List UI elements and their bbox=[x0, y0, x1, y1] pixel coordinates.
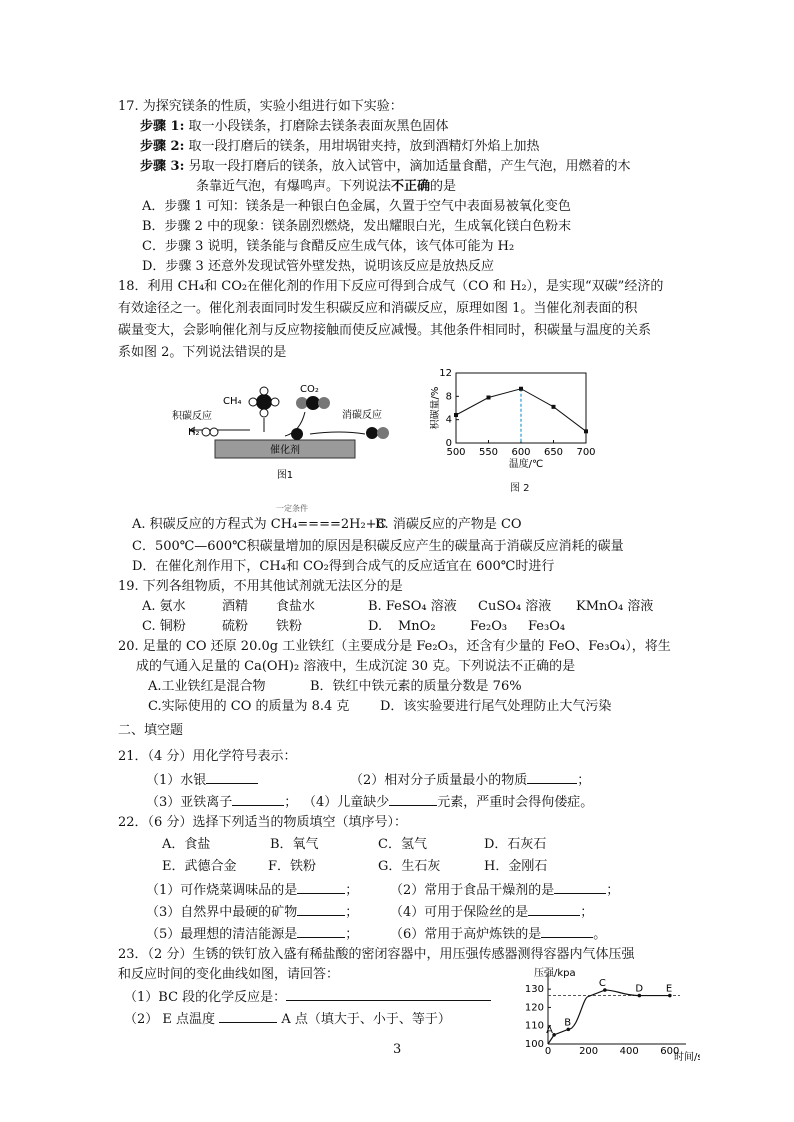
point-label: B bbox=[564, 1017, 572, 1029]
q21-part1 bbox=[146, 770, 258, 790]
hydrogen-atom-icon bbox=[271, 398, 279, 406]
q22-e: E．武德合金 bbox=[162, 859, 237, 874]
q18-option-b: B. 消碳反应的产物是 CO bbox=[375, 517, 522, 532]
q22-q1-label: （1）可作烧菜调味品的是 bbox=[146, 883, 298, 898]
x-tick-label: 400 bbox=[619, 1046, 639, 1057]
co2-label: CO₂ bbox=[300, 384, 319, 395]
q22-sep: ； bbox=[606, 883, 620, 898]
q21-p4b: 元素，严重时会得佝偻症。 bbox=[437, 795, 594, 810]
q22-q6-label: （6）常用于高炉炼铁的是 bbox=[390, 927, 542, 942]
y-tick-label: 120 bbox=[524, 1002, 544, 1014]
q22-q6 bbox=[390, 924, 606, 944]
carbon-temperature-chart bbox=[430, 365, 610, 483]
carbon-atom-icon bbox=[366, 427, 378, 439]
data-point bbox=[584, 429, 588, 433]
q22-q5-label: （5）最理想的清洁能源是 bbox=[146, 927, 298, 942]
q22-blank2[interactable] bbox=[554, 880, 606, 894]
arrow-icon bbox=[310, 432, 365, 434]
q22-blank4[interactable] bbox=[528, 902, 580, 916]
q19-c1: C. 铜粉 bbox=[142, 619, 186, 634]
q21-sep: ； bbox=[577, 773, 591, 788]
q18-figure2 bbox=[430, 365, 610, 494]
reaction-condition: 一定条件 bbox=[276, 504, 308, 513]
q18-option-d: D．在催化剂作用下，CH₄和 CO₂得到合成气的反应适宜在 600℃时进行 bbox=[132, 559, 555, 574]
point-label: A bbox=[546, 1024, 553, 1036]
section-title: 二、填空题 bbox=[118, 723, 184, 738]
ch4-label: CH₄ bbox=[223, 396, 242, 407]
q18-line3: 碳量变大，会影响催化剂与反应物接触而使反应减慢。其他条件相同时，积碳量与温度的关系 bbox=[118, 323, 652, 338]
q17-option-b: B．步骤 2 中的现象：镁条剧烈燃烧，发出耀眼白光，生成氧化镁白色粉末 bbox=[142, 219, 572, 234]
q21-blank4[interactable] bbox=[389, 792, 437, 806]
q19-d1: D. bbox=[368, 619, 383, 634]
q20-line2: 成的气通入足量的 Ca(OH)₂ 溶液中，生成沉淀 30 克。下列说法不正确的是 bbox=[136, 659, 576, 674]
carbon-atom-icon bbox=[306, 396, 320, 410]
q19-c3: 铁粉 bbox=[276, 619, 303, 634]
q22-q3-label: （3）自然界中最硬的矿物 bbox=[146, 905, 298, 920]
carbon-atom-icon bbox=[256, 394, 272, 410]
y-tick-label: 0 bbox=[445, 438, 452, 449]
q19-b2: CuSO₄ 溶液 bbox=[478, 599, 552, 614]
q22-g: G．生石灰 bbox=[378, 859, 441, 874]
q17-emphasis: 不正确 bbox=[391, 179, 431, 194]
q17-option-a: A．步骤 1 可知：镁条是一种银白色金属，久置于空气中表面易被氧化变色 bbox=[142, 199, 571, 214]
q17-step1 bbox=[140, 118, 449, 136]
q22-q4 bbox=[390, 902, 593, 922]
y-tick-label: 8 bbox=[445, 391, 452, 403]
q17-step3-cont-a: 条靠近气泡，有爆鸣声。下列说法 bbox=[196, 179, 392, 194]
q17-step2 bbox=[140, 138, 540, 156]
q22-blank6[interactable] bbox=[541, 924, 593, 938]
q19-a2: 酒精 bbox=[222, 599, 249, 614]
q22-sep: ； bbox=[345, 883, 359, 898]
y-axis-label: 压强/kpa bbox=[534, 968, 576, 979]
q19-d4: Fe₃O₄ bbox=[528, 619, 566, 634]
q23-p2b: A 点（填大于、小于、等于） bbox=[281, 1012, 451, 1027]
q19-b1: B. FeSO₄ 溶液 bbox=[368, 599, 457, 614]
q23-figure bbox=[520, 966, 700, 1066]
q22-sep: ； bbox=[345, 905, 359, 920]
q22-f: F．铁粉 bbox=[268, 859, 317, 874]
q17-step3-cont bbox=[196, 178, 456, 196]
q22-blank1[interactable] bbox=[297, 880, 345, 894]
q22-blank5[interactable] bbox=[297, 924, 345, 938]
q18-line2: 有效途径之一。催化剂表面同时发生积碳反应和消碳反应，原理如图 1。当催化剂表面的积 bbox=[118, 301, 638, 316]
q18-option-a: A. 积碳反应的方程式为 CH₄====2H₂+C bbox=[132, 517, 387, 532]
q19-b3: KMnO₄ 溶液 bbox=[576, 599, 654, 614]
page-number: 3 bbox=[393, 1042, 402, 1057]
q21-p4a: （4）儿童缺少 bbox=[303, 795, 390, 810]
q19-stem: 19. 下列各组物质，不用其他试剂就无法区分的是 bbox=[118, 579, 403, 594]
fig2-caption: 图 2 bbox=[510, 483, 530, 494]
y-tick-label: 12 bbox=[439, 368, 452, 379]
data-point bbox=[519, 387, 523, 391]
q22-q1 bbox=[146, 880, 358, 900]
plot-frame bbox=[456, 373, 586, 443]
x-axis-label: 时间/s bbox=[674, 1052, 700, 1062]
q21-sep: ； bbox=[284, 795, 298, 810]
q18-line4: 系如图 2。下列说法错误的是 bbox=[118, 345, 287, 360]
hydrogen-atom-icon bbox=[210, 428, 218, 436]
q22-h: H．金刚石 bbox=[484, 859, 548, 874]
q19-c2: 硫粉 bbox=[222, 619, 249, 634]
q21-part2 bbox=[350, 770, 590, 790]
q21-part3 bbox=[146, 792, 297, 812]
q22-q3 bbox=[146, 902, 358, 922]
x-tick-label: 600 bbox=[660, 1046, 680, 1057]
q22-sep: ； bbox=[580, 905, 594, 920]
q22-q2 bbox=[390, 880, 619, 900]
q22-stem: 22．（6 分）选择下列适当的物质填空（填序号）： bbox=[118, 815, 407, 830]
q23-blank2[interactable] bbox=[219, 1009, 277, 1023]
q23-p2a: （2） E 点温度 bbox=[124, 1012, 216, 1027]
y-tick-label: 4 bbox=[445, 414, 452, 426]
oxygen-atom-icon bbox=[377, 427, 389, 439]
hydrogen-atom-icon bbox=[260, 387, 268, 395]
q20-option-a: A.工业铁红是混合物 bbox=[148, 679, 266, 694]
q22-blank3[interactable] bbox=[297, 902, 345, 916]
q17-option-d: D．步骤 3 还意外发现试管外壁发热，说明该反应是放热反应 bbox=[142, 259, 494, 274]
x-tick-label: 200 bbox=[579, 1046, 599, 1057]
q21-p2-label: （2）相对分子质量最小的物质 bbox=[350, 773, 528, 788]
q17-step3-label: 步骤 3: bbox=[140, 159, 185, 174]
q23-blank1[interactable] bbox=[286, 987, 491, 1001]
hydrogen-atom-icon bbox=[260, 409, 268, 417]
data-point bbox=[454, 413, 458, 417]
q21-blank2[interactable] bbox=[527, 770, 577, 784]
q21-p1-label: （1）水银 bbox=[146, 773, 207, 788]
q22-q4-label: （4）可用于保险丝的是 bbox=[390, 905, 529, 920]
x-tick-label: 650 bbox=[543, 447, 564, 458]
q20-option-c: C.实际使用的 CO 的质量为 8.4 克 bbox=[148, 699, 350, 714]
carbon-deposit-icon bbox=[291, 428, 303, 440]
q17-step3-text: 另取一段打磨后的镁条，放入试管中，滴加适量食醋，产生气泡，用燃着的木 bbox=[188, 159, 631, 174]
x-tick-label: 600 bbox=[511, 447, 531, 458]
data-point bbox=[487, 396, 491, 400]
fig1-caption: 图1 bbox=[276, 470, 294, 481]
q19-d2: MnO₂ bbox=[398, 619, 436, 634]
y-tick-label: 130 bbox=[524, 984, 544, 996]
q18-figure1 bbox=[160, 372, 420, 482]
q23-part1 bbox=[124, 987, 491, 1007]
pressure-time-chart bbox=[520, 966, 700, 1062]
q18-option-c: C．500℃—600℃积碳量增加的原因是积碳反应产生的碳量高于消碳反应消耗的碳量 bbox=[132, 539, 624, 554]
q22-end: 。 bbox=[593, 927, 607, 942]
y-axis-label: 积碳量/% bbox=[430, 386, 441, 430]
q22-a: A．食盐 bbox=[162, 837, 211, 852]
q17-step1-text: 取一小段镁条，打磨除去镁条表面灰黑色固体 bbox=[188, 119, 449, 134]
q19-a3: 食盐水 bbox=[276, 599, 316, 614]
q17-step1-label: 步骤 1: bbox=[140, 119, 185, 134]
catalyst-label: 催化剂 bbox=[270, 445, 300, 456]
q21-p3-label: （3）亚铁离子 bbox=[146, 795, 233, 810]
q17-option-c: C．步骤 3 说明，镁条能与食醋反应生成气体，该气体可能为 H₂ bbox=[142, 239, 515, 254]
q22-q2-label: （2）常用于食品干燥剂的是 bbox=[390, 883, 555, 898]
y-tick-label: 100 bbox=[524, 1039, 544, 1050]
q17-step3 bbox=[140, 158, 631, 176]
h2-label: H₂ bbox=[188, 427, 200, 438]
q21-blank3[interactable] bbox=[232, 792, 284, 806]
q22-b: B．氧气 bbox=[270, 837, 319, 852]
q23-part2 bbox=[124, 1009, 451, 1029]
q22-q5 bbox=[146, 924, 358, 944]
point-label: C bbox=[598, 978, 606, 990]
q17-stem: 17. 为探究镁条的性质，实验小组进行如下实验： bbox=[118, 99, 403, 114]
data-point bbox=[552, 405, 556, 409]
x-tick-label: 500 bbox=[446, 447, 466, 458]
x-tick-label: 0 bbox=[544, 1046, 552, 1057]
q17-step2-text: 取一段打磨后的镁条，用坩埚钳夹持，放到酒精灯外焰上加热 bbox=[188, 139, 540, 154]
oxygen-atom-icon bbox=[318, 397, 330, 409]
hydrogen-atom-icon bbox=[249, 398, 257, 406]
hydrogen-atom-icon bbox=[202, 428, 210, 436]
q21-stem: 21．（4 分）用化学符号表示： bbox=[118, 749, 297, 764]
q19-d3: Fe₂O₃ bbox=[470, 619, 508, 634]
x-axis-label: 温度/℃ bbox=[508, 459, 544, 470]
q20-line1: 20. 足量的 CO 还原 20.0g 工业铁红（主要成分是 Fe₂O₃，还含有少量的 FeO、Fe₃O₄），将生 bbox=[118, 639, 671, 654]
y-tick-label: 110 bbox=[524, 1020, 544, 1032]
q22-d: D．石灰石 bbox=[484, 837, 547, 852]
q18-line1: 18．利用 CH₄和 CO₂在催化剂的作用下反应可得到合成气（CO 和 H₂），是实现“双碳”经济的 bbox=[118, 279, 664, 294]
q23-line1: 23．（2 分）生锈的铁钉放入盛有稀盐酸的密闭容器中，用压强传感器测得容器内气体压强 bbox=[118, 947, 635, 962]
q23-p1-label: （1）BC 段的化学反应是： bbox=[124, 990, 287, 1005]
q21-part4 bbox=[303, 792, 593, 812]
jitan-label: 积碳反应 bbox=[172, 411, 212, 422]
q22-c: C．氢气 bbox=[378, 837, 427, 852]
q19-a1: A. 氨水 bbox=[142, 599, 186, 614]
q23-line2: 和反应时间的变化曲线如图，请回答： bbox=[118, 967, 340, 982]
point-label: D bbox=[635, 983, 644, 995]
x-tick-label: 700 bbox=[576, 447, 596, 458]
q22-sep: ； bbox=[345, 927, 359, 942]
q17-step2-label: 步骤 2: bbox=[140, 139, 185, 154]
x-tick-label: 550 bbox=[478, 447, 499, 458]
xiaotan-label: 消碳反应 bbox=[342, 410, 382, 421]
q21-blank1[interactable] bbox=[206, 770, 258, 784]
q20-option-d: D．该实验要进行尾气处理防止大气污染 bbox=[380, 699, 612, 714]
q17-step3-cont-b: 的是 bbox=[430, 179, 457, 194]
point-label: E bbox=[665, 983, 673, 995]
q20-option-b: B．铁红中铁元素的质量分数是 76% bbox=[310, 679, 522, 694]
